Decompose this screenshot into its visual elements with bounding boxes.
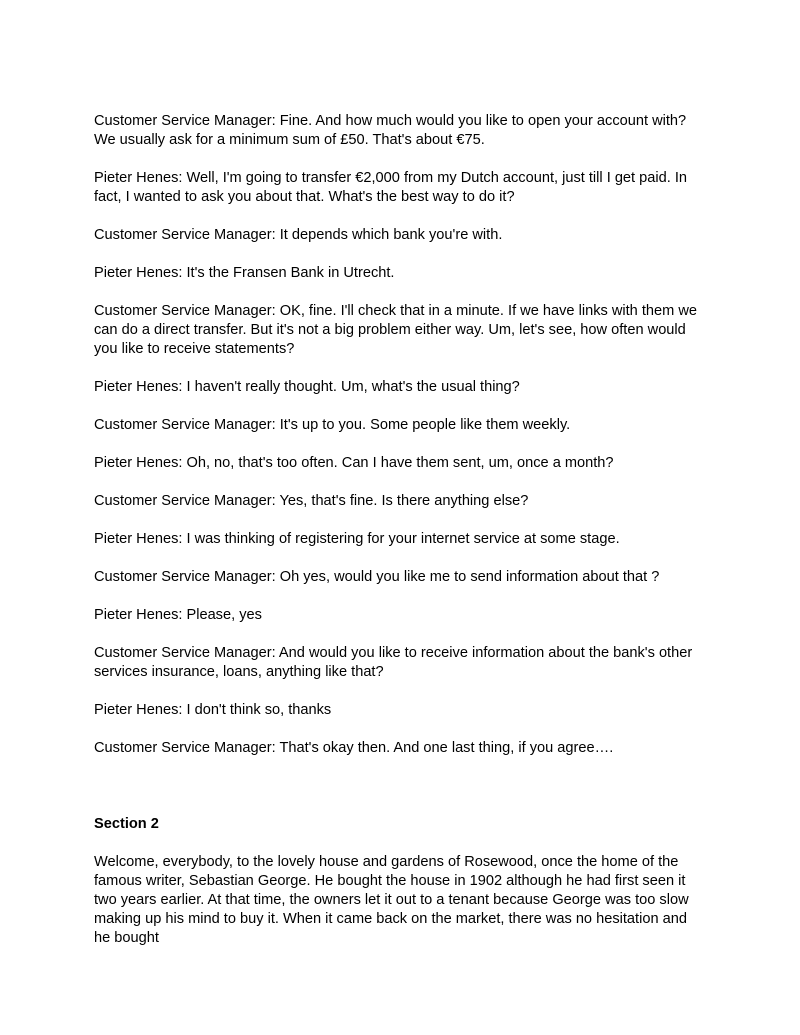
section-heading: Section 2	[94, 816, 159, 832]
dialogue-line: Customer Service Manager: OK, fine. I'll check that in a minute. If we have links with them we can do a direct transfer. But it's not a big problem either way. Um, let's see, how often would you like to receive statements?	[94, 303, 698, 357]
dialogue-line: Pieter Henes: Well, I'm going to transfer €2,000 from my Dutch account, just till I get paid. In fact, I wanted to ask you about that. What's the best way to do it?	[94, 170, 688, 205]
dialogue-line: Pieter Henes: Please, yes	[94, 607, 262, 623]
dialogue-line: Customer Service Manager: That's okay then. And one last thing, if you agree….	[94, 740, 614, 756]
dialogue-line: Pieter Henes: Oh, no, that's too often. Can I have them sent, um, once a month?	[94, 455, 614, 471]
dialogue-line: Customer Service Manager: It's up to you. Some people like them weekly.	[94, 417, 571, 433]
section-2	[94, 815, 706, 948]
dialogue-line: Pieter Henes: I haven't really thought. Um, what's the usual thing?	[94, 379, 520, 395]
dialogue-line: Customer Service Manager: It depends which bank you're with.	[94, 227, 503, 243]
dialogue-line: Customer Service Manager: Oh yes, would you like me to send information about that ?	[94, 569, 660, 585]
dialogue-section	[94, 112, 706, 758]
dialogue-line: Customer Service Manager: And would you like to receive information about the bank's other services insurance, loans, anything like that?	[94, 645, 693, 680]
dialogue-line: Customer Service Manager: Fine. And how much would you like to open your account with? We usually ask for a minimum sum of £50. That's about €75.	[94, 113, 687, 148]
dialogue-line: Customer Service Manager: Yes, that's fine. Is there anything else?	[94, 493, 529, 509]
dialogue-line: Pieter Henes: I don't think so, thanks	[94, 702, 332, 718]
dialogue-line: Pieter Henes: It's the Fransen Bank in Utrecht.	[94, 265, 395, 281]
section-spacer	[94, 777, 706, 815]
dialogue-line: Pieter Henes: I was thinking of registering for your internet service at some stage.	[94, 531, 620, 547]
section-body-text: Welcome, everybody, to the lovely house and gardens of Rosewood, once the home of the famous writer, Sebastian George. He bought the house in 1902 although he had first seen it two years earlier. At that time, the owners let it out to a tenant because George was too slow making up his mind to buy it. When it came back on the market, there was no hesitation and he bought	[94, 854, 689, 946]
